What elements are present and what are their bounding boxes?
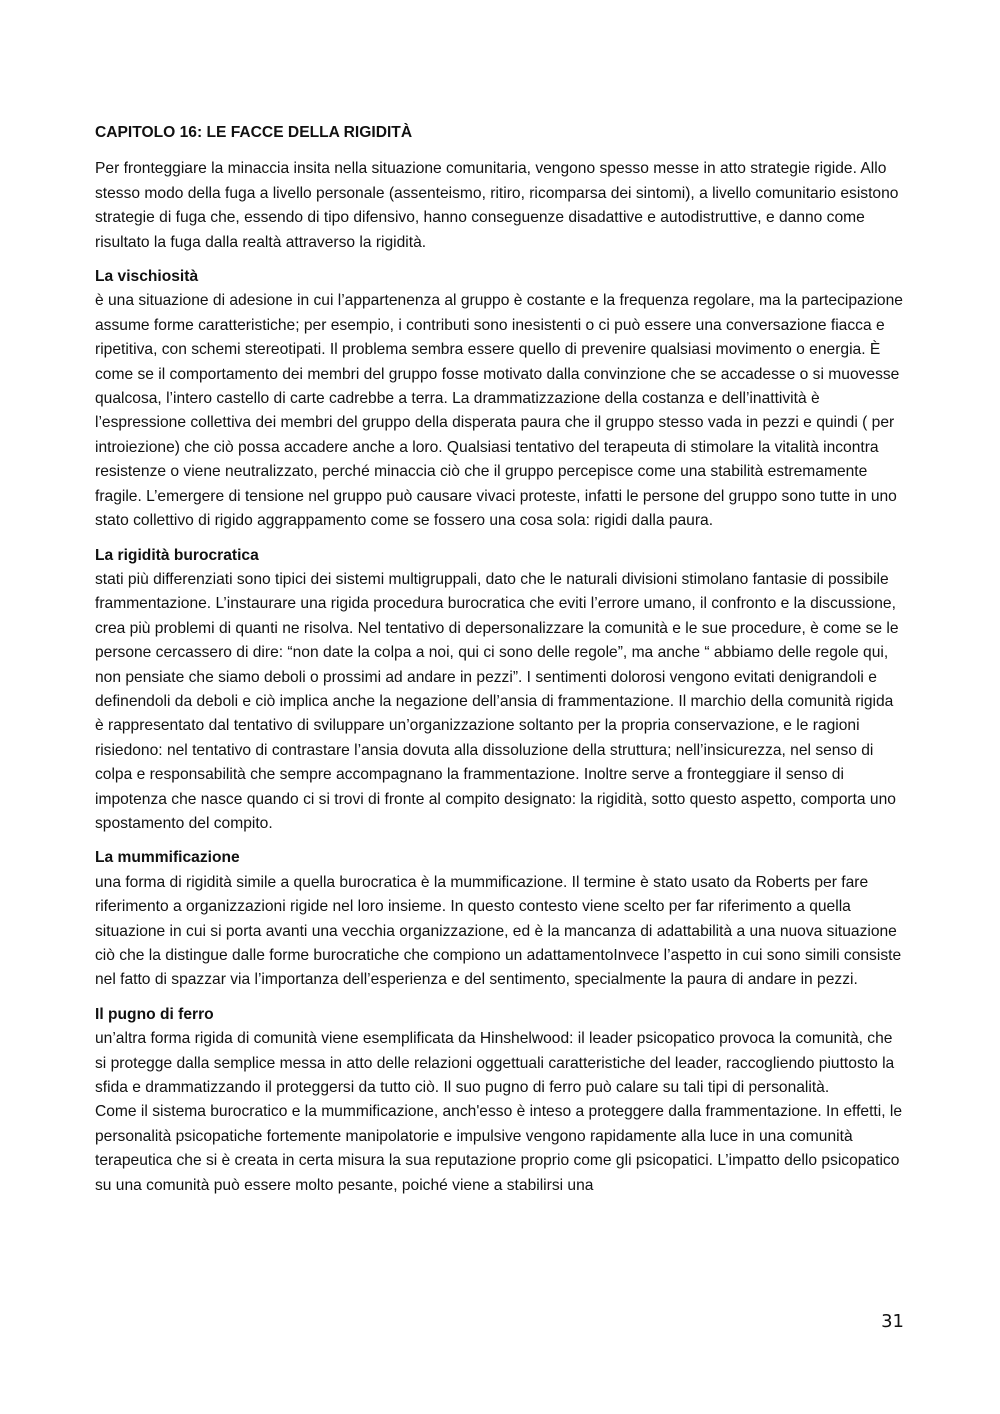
section-heading: La mummificazione	[95, 849, 240, 867]
page-number: 31	[881, 1311, 904, 1332]
section-heading: Il pugno di ferro	[95, 1005, 214, 1023]
section-mummificazione	[95, 846, 905, 992]
section-vischiosita	[95, 265, 905, 533]
chapter-title: CAPITOLO 16: LE FACCE DELLA RIGIDITÀ	[95, 124, 413, 141]
section-body: è una situazione di adesione in cui l’appartenenza al gruppo è costante e la frequenza regolare, ma la partecipazione assume forme caratteristiche; per esempio, i contributi sono inesistenti o ci può essere una conversazione fiacca e ripetitiva, con schemi stereotipati. Il problema sembra essere quello di prevenire qualsiasi movimento o energia. È come se il comportamento dei membri del gruppo fosse motivato dalla convinzione che se accadesse o si muovesse qualcosa, l’intero castello di carte cadrebbe a terra. La drammatizzazione della costanza e dell’inattività è l’espressione collettiva dei membri del gruppo della disperata paura che il gruppo stesso vada in pezzi e quindi ( per introiezione) che ciò possa accadere anche a loro. Qualsiasi tentativo del terapeuta di stimolare la vitalità incontra resistenze o viene neutralizzato, perché minaccia ciò che il gruppo percepisce come una stabilità estremamente fragile. L’emergere di tensione nel gruppo può causare vivaci proteste, infatti le persone del gruppo sono tutte in uno stato collettivo di rigido aggrappamento come se fossero una cosa sola: rigidi dalla paura.	[95, 292, 903, 530]
section-rigidita-burocratica	[95, 544, 905, 837]
section-heading: La vischiosità	[95, 268, 199, 286]
section-body: una forma di rigidità simile a quella burocratica è la mummificazione. Il termine è stato usato da Roberts per fare riferimento a organizzazioni rigide nel loro insieme. In questo contesto viene scelto per far riferimento a quella situazione in cui si porta avanti una vecchia organizzazione, ed è la mancanza di adattabilità a una nuova situazione ciò che la distingue dalle forme burocratiche che compiono un adattamentoInvece l’aspetto in cui sono simili consiste nel fatto di spazzar via l’importanza dell’esperienza e del sentimento, specialmente la paura di andare in pezzi.	[95, 873, 902, 989]
page-content	[95, 121, 905, 1208]
section-pugno-di-ferro	[95, 1003, 905, 1198]
intro-paragraph: Per fronteggiare la minaccia insita nella situazione comunitaria, vengono spesso messe in atto strategie rigide. Allo stesso modo della fuga a livello personale (assenteismo, ritiro, ricomparsa dei sintomi), a livello comunitario esistono strategie di fuga che, essendo di tipo difensivo, hanno conseguenze disadattive e autodistruttive, e danno come risultato la fuga dalla realtà attraverso la rigidità.	[95, 160, 899, 251]
section-heading: La rigidità burocratica	[95, 546, 259, 564]
section-body: un’altra forma rigida di comunità viene esemplificata da Hinshelwood: il leader psicopatico provoca la comunità, che si protegge dalla semplice messa in atto delle relazioni oggettuali caratteristiche del leader, raccogliendo piuttosto la sfida e drammatizzando il proteggersi da tutto ciò. Il suo pugno di ferro può calare su tali tipi di personalità.	[95, 1030, 895, 1097]
section-body-continued: Come il sistema burocratico e la mummificazione, anch'esso è inteso a proteggere dalla frammentazione. In effetti, le personalità psicopatiche fortemente manipolatorie e impulsive vengono rapidamente alla luce in una comunità terapeutica che si è creata in certa misura la sua reputazione proprio come gli psicopatici. L’impatto dello psicopatico su una comunità può essere molto pesante, poiché viene a stabilirsi una	[95, 1103, 903, 1194]
section-body: stati più differenziati sono tipici dei sistemi multigruppali, dato che le naturali divisioni stimolano fantasie di possibile frammentazione. L’instaurare una rigida procedura burocratica che eviti l’errore umano, il confronto e la discussione, crea più problemi di quanti ne risolva. Nel tentativo di depersonalizzare la comunità e le sue procedure, è come se le persone cercassero di dire: “non date la colpa a noi, qui ci sono delle regole”, ma anche “ abbiamo delle regole qui, non pensiate che siamo deboli o prossimi ad andare in pezzi”. I sentimenti dolorosi vengono evitati denigrandoli e definendoli da deboli e ciò implica anche la negazione dell’ansia di frammentazione. Il marchio della comunità rigida è rappresentato dal tentativo di sviluppare un’organizzazione soltanto per la propria conservazione, e le ragioni risiedono: nel tentativo di contrastare l’ansia dovuta alla dissoluzione della struttura; nell’insicurezza, nel senso di colpa e responsabilità che sempre accompagnano la frammentazione. Inoltre serve a fronteggiare il senso di impotenza che nasce quando ci si trovi di fronte al compito designato: la rigidità, sotto questo aspetto, comporta uno spostamento del compito.	[95, 570, 899, 832]
